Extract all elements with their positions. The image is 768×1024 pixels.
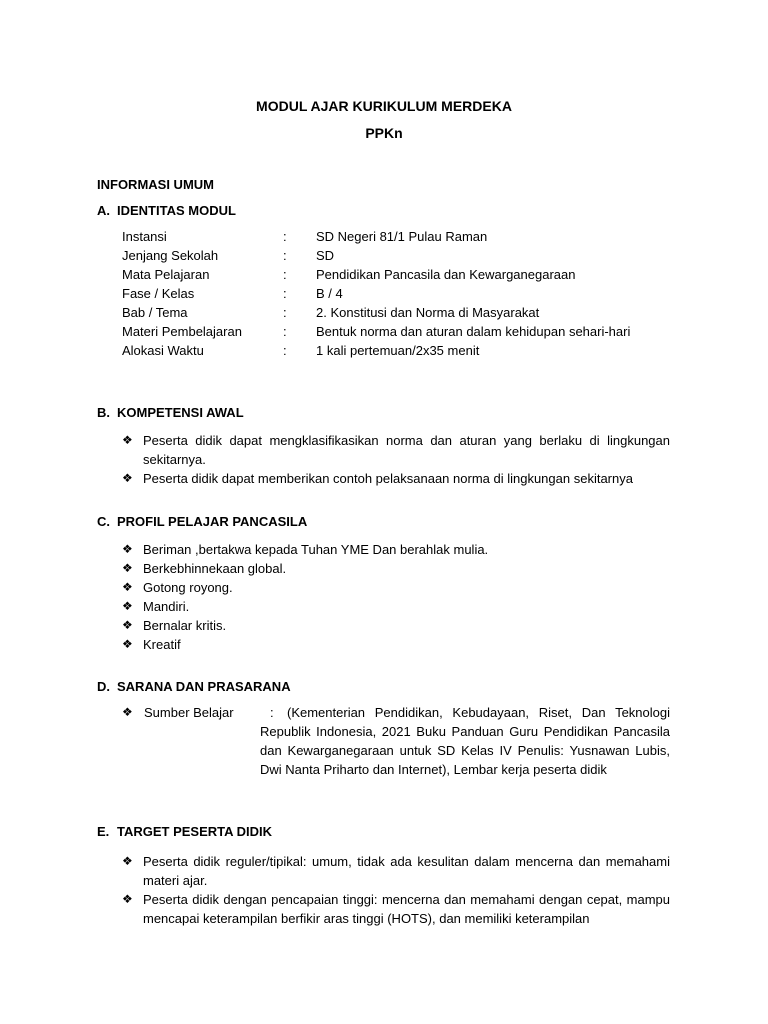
diamond-bullet-icon: ❖ (122, 637, 133, 651)
identity-value: 1 kali pertemuan/2x35 menit (316, 343, 480, 358)
identity-value: SD (316, 248, 335, 263)
section-a-label: IDENTITAS MODUL (117, 203, 236, 218)
section-e-label: TARGET PESERTA DIDIK (117, 824, 273, 839)
identity-label: Jenjang Sekolah (122, 248, 219, 263)
identity-colon: : (283, 286, 287, 301)
list-item (122, 852, 670, 890)
identity-value: Pendidikan Pancasila dan Kewarganegaraan (316, 267, 576, 282)
sarana-colon: : (270, 705, 274, 720)
identity-value: Bentuk norma dan aturan dalam kehidupan sehari-hari (316, 324, 631, 339)
section-c-number: C. (97, 514, 110, 529)
identity-colon: : (283, 305, 287, 320)
section-b-heading (97, 405, 244, 420)
identity-colon: : (283, 229, 287, 244)
list-item-text: Gotong royong. (143, 580, 233, 595)
list-item (122, 578, 670, 597)
diamond-bullet-icon: ❖ (122, 471, 133, 485)
document-subtitle: PPKn (365, 125, 403, 141)
identity-value: B / 4 (316, 286, 343, 301)
identity-label: Mata Pelajaran (122, 267, 210, 282)
list-item-text: Peserta didik dapat memberikan contoh pelaksanaan norma di lingkungan sekitarnya (143, 471, 633, 486)
identity-label: Bab / Tema (122, 305, 188, 320)
identity-label: Alokasi Waktu (122, 343, 204, 358)
list-item (122, 431, 670, 469)
diamond-bullet-icon: ❖ (122, 599, 133, 613)
diamond-bullet-icon: ❖ (122, 854, 133, 868)
sarana-value: (Kementerian Pendidikan, Kebudayaan, Riset, Dan Teknologi Republik Indonesia, 2021 Buku Panduan Guru Pendidikan Pancasila dan Kewarganegaraan untuk SD Kelas IV Penulis: Yusnawan Lubis, Dwi Nanta Priharto dan Internet), Lembar kerja peserta didik (260, 705, 670, 777)
section-a-number: A. (97, 203, 110, 218)
diamond-bullet-icon: ❖ (122, 892, 133, 906)
list-item (122, 469, 670, 488)
identity-label: Fase / Kelas (122, 286, 195, 301)
identity-colon: : (283, 248, 287, 263)
section-e-number: E. (97, 824, 110, 839)
section-d-heading (97, 679, 291, 694)
list-item-text: Peserta didik reguler/tipikal: umum, tidak ada kesulitan dalam mencerna dan memahami materi ajar. (143, 854, 670, 888)
list-item-text: Mandiri. (143, 599, 190, 614)
diamond-bullet-icon: ❖ (122, 433, 133, 447)
section-d-number: D. (97, 679, 110, 694)
sarana-item (122, 703, 670, 779)
list-item (122, 540, 670, 559)
list-item (122, 616, 670, 635)
identity-value: 2. Konstitusi dan Norma di Masyarakat (316, 305, 540, 320)
list-item-text: Berkebhinnekaan global. (143, 561, 287, 576)
identity-colon: : (283, 343, 287, 358)
identity-label: Materi Pembelajaran (122, 324, 242, 339)
section-c-heading (97, 514, 307, 529)
diamond-bullet-icon: ❖ (122, 561, 133, 575)
diamond-bullet-icon: ❖ (122, 542, 133, 556)
diamond-bullet-icon: ❖ (122, 705, 133, 719)
section-d-label: SARANA DAN PRASARANA (117, 679, 291, 694)
list-item-text: Beriman ,bertakwa kepada Tuhan YME Dan berahlak mulia. (143, 542, 489, 557)
section-b-number: B. (97, 405, 110, 420)
list-item-text: Bernalar kritis. (143, 618, 227, 633)
section-a-heading (97, 203, 236, 218)
document-title: MODUL AJAR KURIKULUM MERDEKA (256, 98, 512, 114)
list-item (122, 635, 670, 654)
identity-value: SD Negeri 81/1 Pulau Raman (316, 229, 488, 244)
identity-colon: : (283, 324, 287, 339)
list-item-text: Kreatif (143, 637, 181, 652)
section-e-heading (97, 824, 272, 839)
list-item (122, 559, 670, 578)
diamond-bullet-icon: ❖ (122, 580, 133, 594)
list-item (122, 597, 670, 616)
list-item-text: Peserta didik dapat mengklasifikasikan norma dan aturan yang berlaku di lingkungan sekitarnya. (143, 433, 670, 467)
info-heading: INFORMASI UMUM (97, 177, 214, 192)
list-item (122, 890, 670, 928)
sarana-label: Sumber Belajar (144, 705, 234, 720)
section-b-label: KOMPETENSI AWAL (117, 405, 244, 420)
identity-label: Instansi (122, 229, 167, 244)
list-item-text: Peserta didik dengan pencapaian tinggi: mencerna dan memahami dengan cepat, mampu mencapai keterampilan berfikir aras tinggi (HOTS), dan memiliki keterampilan (143, 892, 670, 926)
identity-colon: : (283, 267, 287, 282)
section-c-label: PROFIL PELAJAR PANCASILA (117, 514, 308, 529)
diamond-bullet-icon: ❖ (122, 618, 133, 632)
